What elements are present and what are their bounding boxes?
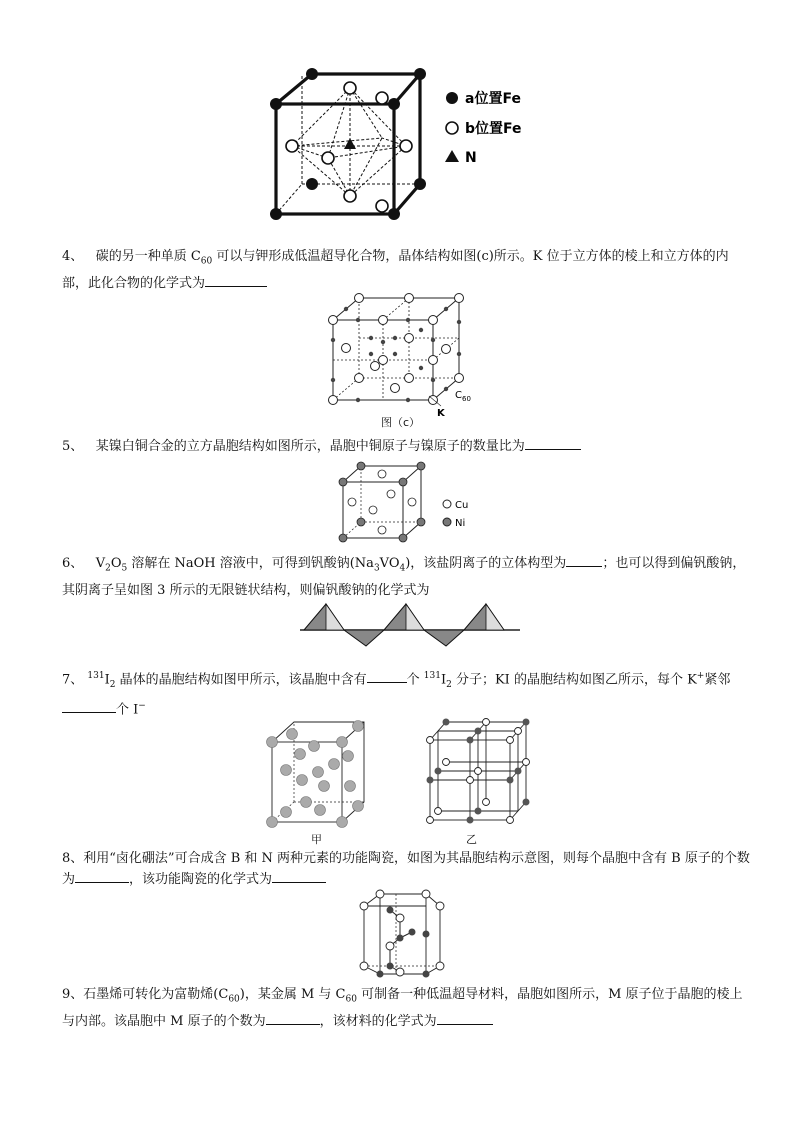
metavanadate-chain-figure <box>296 596 524 648</box>
filled-circle-icon <box>446 92 458 104</box>
q9-text-1: 石墨烯可转化为富勒烯(C <box>83 987 229 1002</box>
q4-answer-blank[interactable] <box>205 273 267 287</box>
i2-cell-figure <box>262 714 372 828</box>
q4-figure-caption: 图（c） <box>381 416 421 429</box>
ki-cell-figure <box>420 712 532 826</box>
q6-text-4: VO <box>379 556 400 571</box>
ni-label: Ni <box>455 518 466 529</box>
q9-answer-blank-1[interactable] <box>266 1011 320 1025</box>
q8-number: 8、 <box>62 851 84 866</box>
q7-answer-blank-2[interactable] <box>62 699 116 713</box>
q4-text: 碳的另一种单质 C <box>95 249 201 264</box>
q9-sub-1: 60 <box>228 994 240 1005</box>
q7-text-6: 紧邻 <box>704 672 731 688</box>
q6-sub-3: 3 <box>373 563 380 574</box>
legend-b-label: b位置Fe <box>465 121 522 137</box>
q7-text-5: 分子；KI 的晶胞结构如图乙所示，每个 K <box>451 672 697 688</box>
q7-text-7: 个 I <box>116 702 139 718</box>
q6-text-2: O <box>110 556 122 571</box>
q7-number: 7、 <box>62 672 84 688</box>
q7-sup-4: − <box>138 700 146 711</box>
question-7 <box>62 666 752 720</box>
q7-caption-a: 甲 <box>311 833 322 846</box>
q9-sub-2: 60 <box>345 994 357 1005</box>
q7-sup-1: 131 <box>87 671 105 681</box>
q4-sub: 60 <box>200 256 213 267</box>
q6-sub-2: 5 <box>121 563 128 574</box>
question-4 <box>62 246 752 294</box>
bn-cell-figure <box>356 888 446 980</box>
q9-text-3: 可制备一种低温超导材料，晶胞如图所示，M 原子位于晶胞的棱上与内部。该晶胞中 M 原子的个数为 <box>62 987 743 1029</box>
q8-text-1: 利用“卤化硼法”可合成含 B 和 N 两种元素的功能陶瓷，如图为其晶胞结构示意图，则每个晶胞中含有 B 原子的个数为 <box>62 851 750 887</box>
question-9 <box>62 984 752 1032</box>
q7-sup-2: 131 <box>423 671 441 681</box>
cu-label: Cu <box>455 500 469 511</box>
q6-text-3: 溶解在 NaOH 溶液中，可得到钒酸钠(Na <box>127 556 374 571</box>
q5-number: 5、 <box>62 439 84 454</box>
q6-answer-blank-1[interactable] <box>566 553 602 567</box>
q7-sup-3: + <box>696 671 705 681</box>
q7-text-4: I <box>440 672 447 688</box>
q6-sub-4: 4 <box>399 563 406 574</box>
question-8 <box>62 848 752 890</box>
q7-text-1: I <box>104 672 110 688</box>
q9-answer-blank-2[interactable] <box>437 1011 493 1025</box>
c60-label-sub: 60 <box>462 395 471 403</box>
legend-n-label: N <box>465 150 477 166</box>
question-6 <box>62 553 752 601</box>
q8-answer-blank-1[interactable] <box>75 869 129 883</box>
q8-answer-blank-2[interactable] <box>272 869 326 883</box>
q6-sub-1: 2 <box>105 563 111 574</box>
q9-text-4: ，该材料的化学式为 <box>319 1013 437 1029</box>
k-label: K <box>437 408 445 419</box>
q6-text-5: )，该盐阴离子的立体构型为 <box>405 556 567 571</box>
q5-text: 某镍白铜合金的立方晶胞结构如图所示，晶胞中铜原子与镍原子的数量比为 <box>95 439 525 454</box>
c60-label: C <box>455 390 462 401</box>
q5-answer-blank[interactable] <box>525 436 581 450</box>
q9-number: 9、 <box>62 987 84 1002</box>
q8-text-2: ，该功能陶瓷的化学式为 <box>129 872 273 887</box>
q4-text-b: 可以与钾形成低温超导化合物，晶体结构如图(c)所示。K 位于立方体的棱上和立方体的内部，此化合物的化学式为 <box>62 249 729 291</box>
open-circle-icon <box>446 122 458 134</box>
q7-answer-blank-1[interactable] <box>367 669 407 683</box>
q7-text-2: 晶体的晶胞结构如图甲所示，该晶胞中含有 <box>115 672 367 688</box>
question-5 <box>62 436 752 457</box>
fe-n-cell-figure <box>262 68 542 220</box>
q6-text-6: ；也可以得到偏钒酸钠，其阴离子呈如图 3 所示的无限链状结构，则偏钒酸钠的化学式为 <box>62 556 746 598</box>
cu-ni-cell-figure <box>335 460 485 544</box>
gray-circle-icon <box>443 518 451 526</box>
k-c60-cell-figure <box>325 292 485 430</box>
q6-number: 6、 <box>62 556 84 571</box>
open-circle-icon <box>443 500 451 508</box>
q4-number: 4、 <box>62 249 84 264</box>
legend-a-label: a位置Fe <box>465 91 521 107</box>
q6-text-1: V <box>95 556 106 571</box>
q9-text-2: )，某金属 M 与 C <box>239 987 346 1002</box>
triangle-icon <box>445 150 459 162</box>
q7-text-3: 个 <box>406 672 424 688</box>
q7-sub-1: 2 <box>109 679 116 690</box>
q7-caption-b: 乙 <box>466 833 477 846</box>
q7-sub-2: 2 <box>446 679 452 690</box>
